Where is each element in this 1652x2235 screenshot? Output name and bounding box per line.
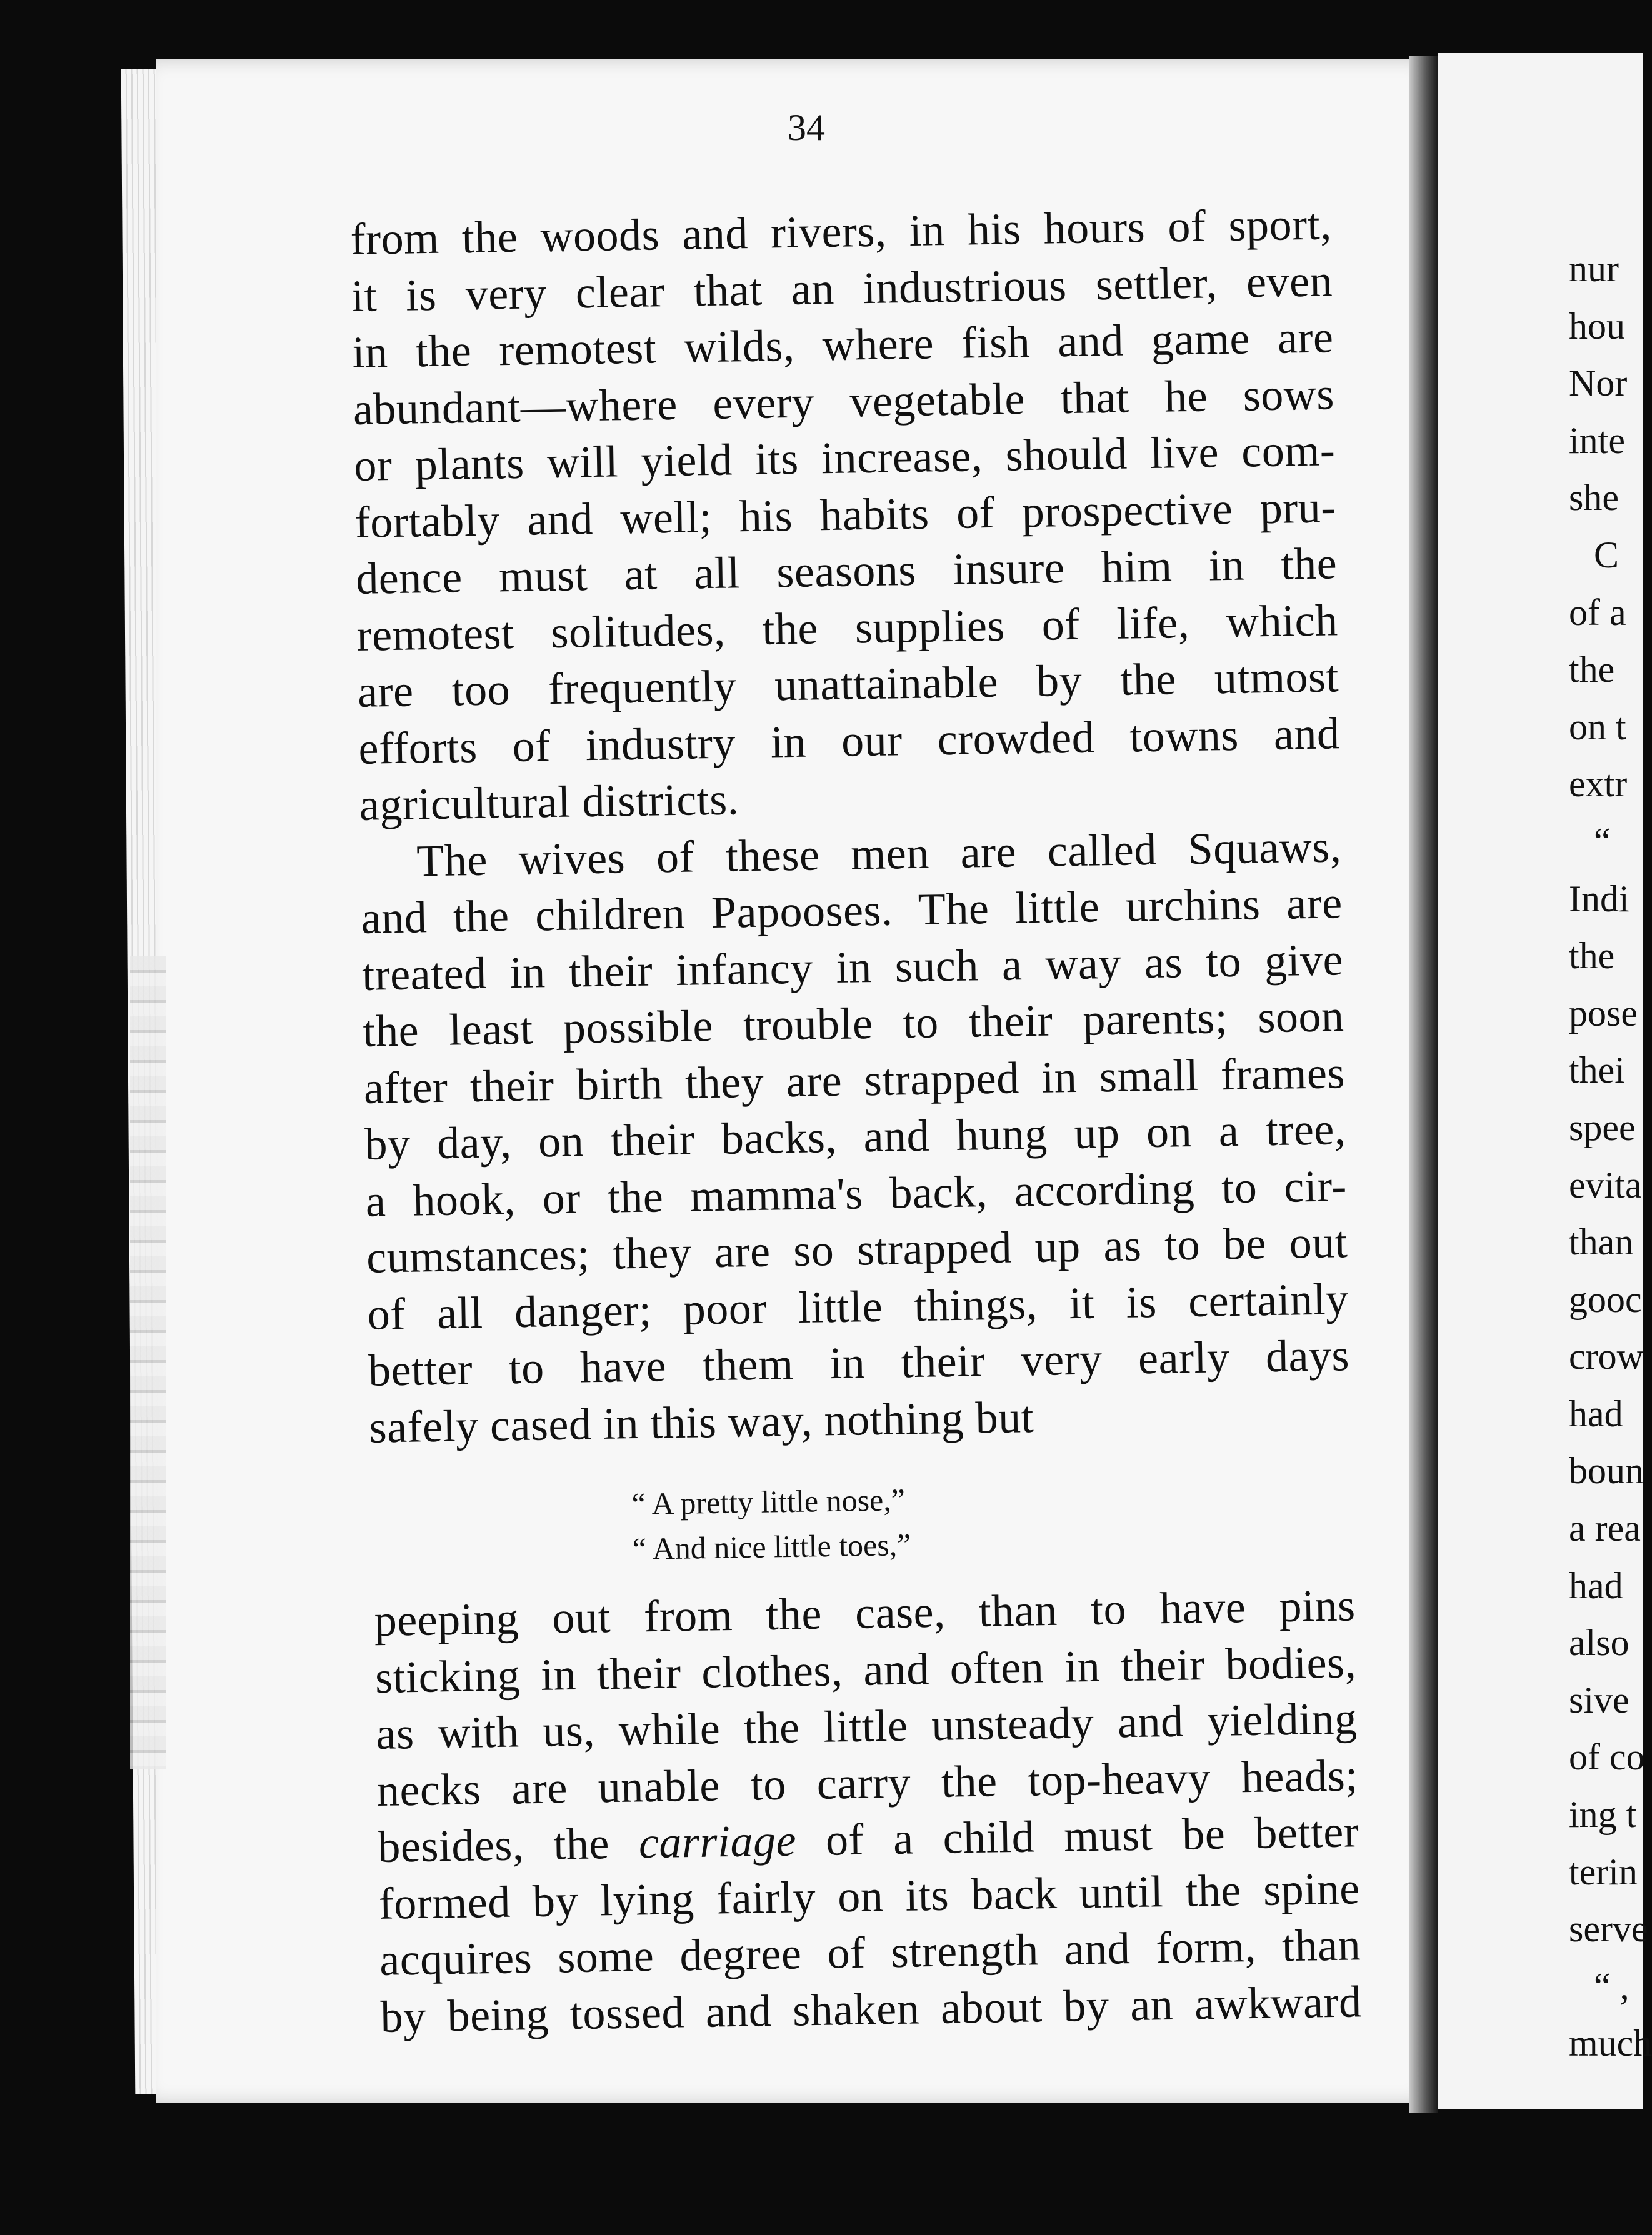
text-line: efforts of industry in our crowded towns and	[358, 708, 1340, 774]
verse-quote	[631, 1477, 911, 1571]
text-fragment: of a	[1569, 591, 1626, 633]
text-fragment: thei	[1569, 1049, 1625, 1091]
text-fragment: a rea	[1569, 1508, 1641, 1549]
text-fragment: pose	[1569, 992, 1638, 1034]
text-fragment: boun	[1569, 1450, 1644, 1492]
text-fragment: “	[1594, 820, 1611, 862]
text-fragment: hou	[1569, 305, 1625, 347]
text-fragment: gooc	[1569, 1278, 1642, 1320]
text-line: necks are unable to carry the top-heavy heads;	[376, 1749, 1359, 1816]
right-page-text	[1569, 241, 1652, 2072]
text-line: of all danger; poor little things, it is certainly	[367, 1273, 1349, 1339]
text-line: remotest solitudes, the supplies of life, which	[356, 594, 1339, 661]
text-fragment: also	[1569, 1622, 1629, 1664]
text-line: and the children Papooses. The little urchins are	[361, 878, 1343, 943]
text-line: in the remotest wilds, where fish and game are	[351, 312, 1334, 378]
text-fragment: ing t	[1569, 1794, 1637, 1836]
text-fragment: the	[1569, 649, 1615, 691]
text-fragment: “ ,	[1594, 1965, 1629, 2007]
continued-text-block	[374, 1577, 1362, 2045]
folded-map-edge	[130, 956, 166, 1769]
text-line: cumstances; they are so strapped up as to be out	[366, 1217, 1348, 1282]
text-fragment: serve	[1569, 1908, 1648, 1950]
text-line: acquires some degree of strength and form, than	[379, 1919, 1361, 1985]
text-fragment: much	[1569, 2022, 1652, 2064]
italic-word: carriage	[638, 1815, 797, 1868]
text-line: besides, the carriage of a child must be better	[377, 1806, 1359, 1872]
right-page	[1438, 53, 1652, 2109]
text-fragment: spee	[1569, 1106, 1636, 1148]
verse-line: “ And nice little toes,”	[632, 1526, 911, 1566]
text-line: by day, on their backs, and hung up on a tree,	[364, 1104, 1346, 1169]
text-fragment: Nor	[1569, 362, 1628, 404]
text-fragment: extr	[1569, 763, 1628, 805]
text-line: sticking in their clothes, and often in their bodies,	[374, 1636, 1357, 1702]
text-line: abundant—where every vegetable that he sows	[353, 368, 1335, 434]
text-line: from the woods and rivers, in his hours of sport,	[350, 199, 1333, 264]
text-line: fortably and well; his habits of prospective pru-	[354, 481, 1337, 548]
text-line: the least possible trouble to their parents; soon	[362, 991, 1345, 1056]
text-fragment: than	[1569, 1221, 1634, 1263]
text-fragment: terin	[1569, 1851, 1638, 1892]
text-fragment: she	[1569, 477, 1619, 519]
text-fragment: of co	[1569, 1736, 1645, 1778]
text-fragment: had	[1569, 1564, 1623, 1606]
text-line: peeping out from the case, than to have pins	[374, 1580, 1356, 1646]
text-line: The wives of these men are called Squaws,	[416, 821, 1342, 886]
text-line: treated in their infancy in such a way as to give	[361, 934, 1344, 1000]
text-fragment: inte	[1569, 419, 1625, 461]
verse-line: “ A pretty little nose,”	[631, 1482, 906, 1521]
page-number: 34	[788, 107, 825, 148]
text-line: as with us, while the little unsteady and yielding	[375, 1693, 1358, 1759]
text-fragment: had	[1569, 1392, 1623, 1434]
text-line: formed by lying fairly on its back until the spine	[378, 1862, 1361, 1929]
book-gutter	[1409, 56, 1438, 2112]
text-line: by being tossed and shaken about by an awkward	[380, 1976, 1363, 2042]
text-line: dence must at all seasons insure him in the	[355, 538, 1338, 604]
text-line: a hook, or the mamma's back, according to cir-	[365, 1160, 1348, 1226]
text-line: better to have them in their very early days	[368, 1330, 1350, 1396]
text-fragment: C	[1594, 534, 1619, 576]
text-fragment: sive	[1569, 1679, 1629, 1721]
text-line: it is very clear that an industrious settler, even	[351, 255, 1333, 321]
text-fragment: on t	[1569, 706, 1626, 748]
text-fragment: nur	[1569, 248, 1619, 289]
text-line: are too frequently unattainable by the utmost	[357, 651, 1339, 717]
text-fragment: crow	[1569, 1336, 1644, 1378]
text-line: after their birth they are strapped in small frames	[363, 1047, 1346, 1113]
text-fragment: the	[1569, 935, 1615, 977]
text-line: or plants will yield its increase, should live com-	[353, 425, 1336, 491]
text-line: safely cased in this way, nothing but	[368, 1391, 1034, 1452]
text-line: agricultural districts.	[359, 774, 739, 830]
text-fragment: Indi	[1569, 878, 1629, 919]
text-fragment: evita	[1569, 1164, 1642, 1206]
main-text-block	[350, 196, 1351, 1455]
